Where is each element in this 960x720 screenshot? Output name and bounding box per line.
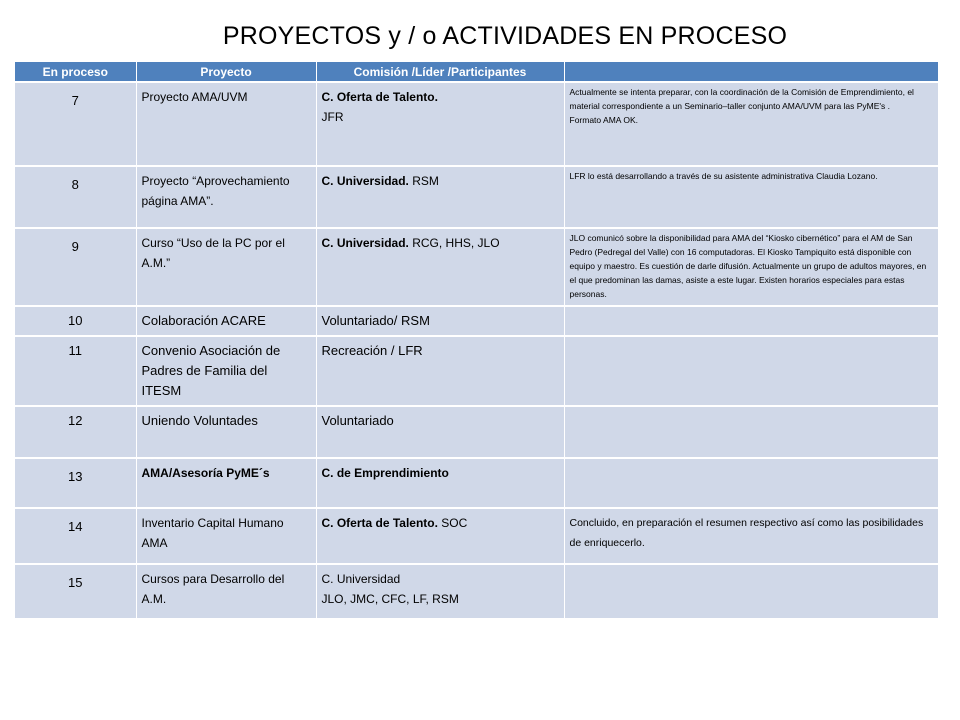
row-note: [564, 406, 938, 458]
note-text-2: Formato AMA OK.: [569, 115, 638, 125]
row-proyecto: Curso “Uso de la PC por el A.M.”: [136, 228, 316, 306]
header-comision: Comisión /Líder /Participantes: [316, 62, 564, 82]
table-row: [15, 228, 938, 306]
row-comision: [316, 166, 564, 228]
row-number: 7: [15, 82, 136, 166]
projects-table: [15, 62, 939, 618]
comision-name: C. Universidad.: [321, 236, 409, 250]
header-en-proceso: En proceso: [15, 62, 136, 82]
row-note: [564, 458, 938, 508]
table-row: [15, 306, 938, 336]
row-number: 12: [15, 406, 136, 458]
row-note: [564, 306, 938, 336]
row-note: JLO comunicó sobre la disponibilidad para AMA del “Kiosko cibernético” para el AM de San Pedro (Pedregal del Valle) con 16 computadoras. El Kiosko Tampiquito está disponible con equipo y maestro. Es cuestión de darle difusión. Actualmente un grupo de adultos mayores, en el que predominan las damas, asiste a este lugar. Existen horarios especiales para estas personas.: [564, 228, 938, 306]
row-note: [564, 82, 938, 166]
table-header-row: [15, 62, 938, 82]
table-row: [15, 564, 938, 618]
row-number: 14: [15, 508, 136, 564]
page-title: PROYECTOS y / o ACTIVIDADES EN PROCESO: [222, 22, 788, 50]
row-comision: Voluntariado: [316, 406, 564, 458]
header-proyecto: Proyecto: [136, 62, 316, 82]
row-proyecto: Uniendo Voluntades: [136, 406, 316, 458]
comision-name: C. Universidad: [321, 572, 401, 586]
table-row: [15, 82, 938, 166]
comision-members: JLO, JMC, CFC, LF, RSM: [321, 592, 459, 606]
row-proyecto: Cursos para Desarrollo del A.M.: [136, 564, 316, 618]
row-number: 13: [15, 458, 136, 508]
row-note: [564, 564, 938, 618]
row-comision: [316, 228, 564, 306]
comision-name: C. Oferta de Talento.: [321, 516, 438, 530]
row-comision: [316, 564, 564, 618]
row-number: 11: [15, 336, 136, 406]
row-number: 10: [15, 306, 136, 336]
row-proyecto: Colaboración ACARE: [136, 306, 316, 336]
row-proyecto: AMA/Asesoría PyME´s: [136, 458, 316, 508]
header-notes: [564, 62, 938, 82]
row-comision: Voluntariado/ RSM: [316, 306, 564, 336]
table-row: [15, 508, 938, 564]
row-comision: Recreación / LFR: [316, 336, 564, 406]
comision-members: SOC: [437, 516, 468, 530]
table-row: [15, 406, 938, 458]
table-row: [15, 458, 938, 508]
row-comision: C. de Emprendimiento: [316, 458, 564, 508]
row-number: 15: [15, 564, 136, 618]
table-row: [15, 336, 938, 406]
row-proyecto: Proyecto AMA/UVM: [136, 82, 316, 166]
comision-members: RSM: [408, 174, 439, 188]
note-text: Actualmente se intenta preparar, con la coordinación de la Comisión de Emprendimiento, el material correspondiente a un Seminario–taller conjunto AMA/UVM para las PyME's .: [569, 87, 914, 111]
row-proyecto: Convenio Asociación de Padres de Familia del ITESM: [136, 336, 316, 406]
row-proyecto: Proyecto “Aprovechamiento página AMA”.: [136, 166, 316, 228]
comision-name: C. Universidad.: [321, 174, 409, 188]
table-row: [15, 166, 938, 228]
comision-members: JFR: [321, 110, 344, 124]
row-comision: [316, 82, 564, 166]
row-number: 8: [15, 166, 136, 228]
comision-members: RCG, HHS, JLO: [408, 236, 500, 250]
row-comision: [316, 508, 564, 564]
row-note: LFR lo está desarrollando a través de su asistente administrativa Claudia Lozano.: [564, 166, 938, 228]
row-note: [564, 336, 938, 406]
comision-name: C. Oferta de Talento.: [321, 90, 438, 104]
row-number: 9: [15, 228, 136, 306]
row-note: Concluido, en preparación el resumen respectivo así como las posibilidades de enriquecerlo.: [564, 508, 938, 564]
row-proyecto: Inventario Capital Humano AMA: [136, 508, 316, 564]
